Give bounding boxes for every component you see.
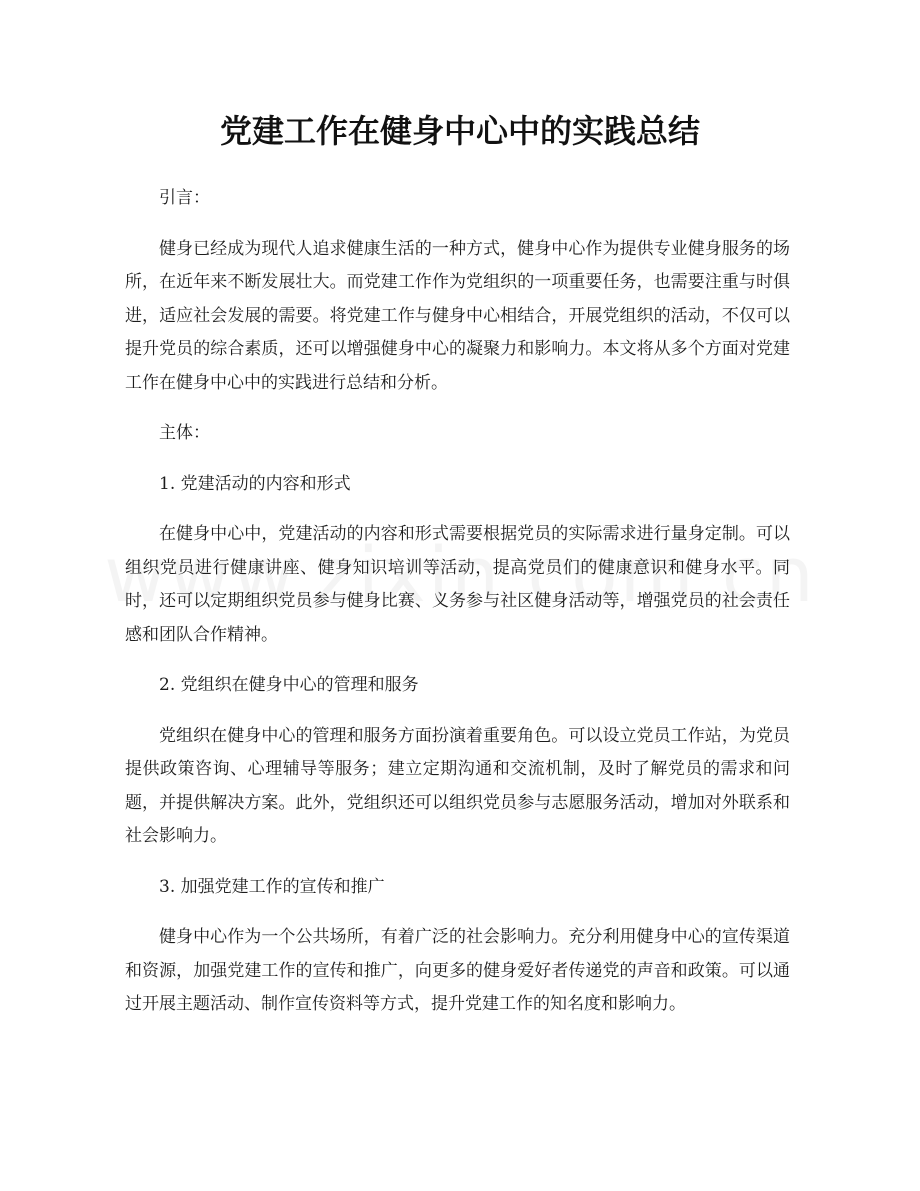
section-paragraph-3: 健身中心作为一个公共场所，有着广泛的社会影响力。充分利用健身中心的宣传渠道和资源，加强党建工作的宣传和推广，向更多的健身爱好者传递党的声音和政策。可以通过开展主题活动、制作宣传资料等方式，提升党建工作的知名度和影响力。 [125,927,790,1014]
intro-label: 引言： [159,188,210,208]
section-heading-2: 2. 党组织在健身中心的管理和服务 [159,675,419,695]
section-heading-3: 3. 加强党建工作的宣传和推广 [159,876,385,897]
intro-paragraph: 健身已经成为现代人追求健康生活的一种方式，健身中心作为提供专业健身服务的场所，在近年来不断发展壮大。而党建工作作为党组织的一项重要任务，也需要注重与时俱进，适应社会发展的需要。将党建工作与健身中心相结合，开展党组织的活动，不仅可以提升党员的综合素质，还可以增强健身中心的凝聚力和影响力。本文将从多个方面对党建工作在健身中心中的实践进行总结和分析。 [125,238,790,393]
section-paragraph-2: 党组织在健身中心的管理和服务方面扮演着重要角色。可以设立党员工作站，为党员提供政策咨询、心理辅导等服务；建立定期沟通和交流机制，及时了解党员的需求和问题，并提供解决方案。此外，党组织还可以组织党员参与志愿服务活动，增加对外联系和社会影响力。 [125,725,790,846]
section-heading-1: 1. 党建活动的内容和形式 [159,473,351,494]
section-paragraph-1: 在健身中心中，党建活动的内容和形式需要根据党员的实际需求进行量身定制。可以组织党员进行健康讲座、健身知识培训等活动，提高党员们的健康意识和健身水平。同时，还可以定期组织党员参与健身比赛、义务参与社区健身活动等，增强党员的社会责任感和团队合作精神。 [125,524,790,645]
main-label: 主体： [159,423,210,443]
document-title: 党建工作在健身中心中的实践总结 [219,112,700,150]
document-body [125,182,790,1039]
